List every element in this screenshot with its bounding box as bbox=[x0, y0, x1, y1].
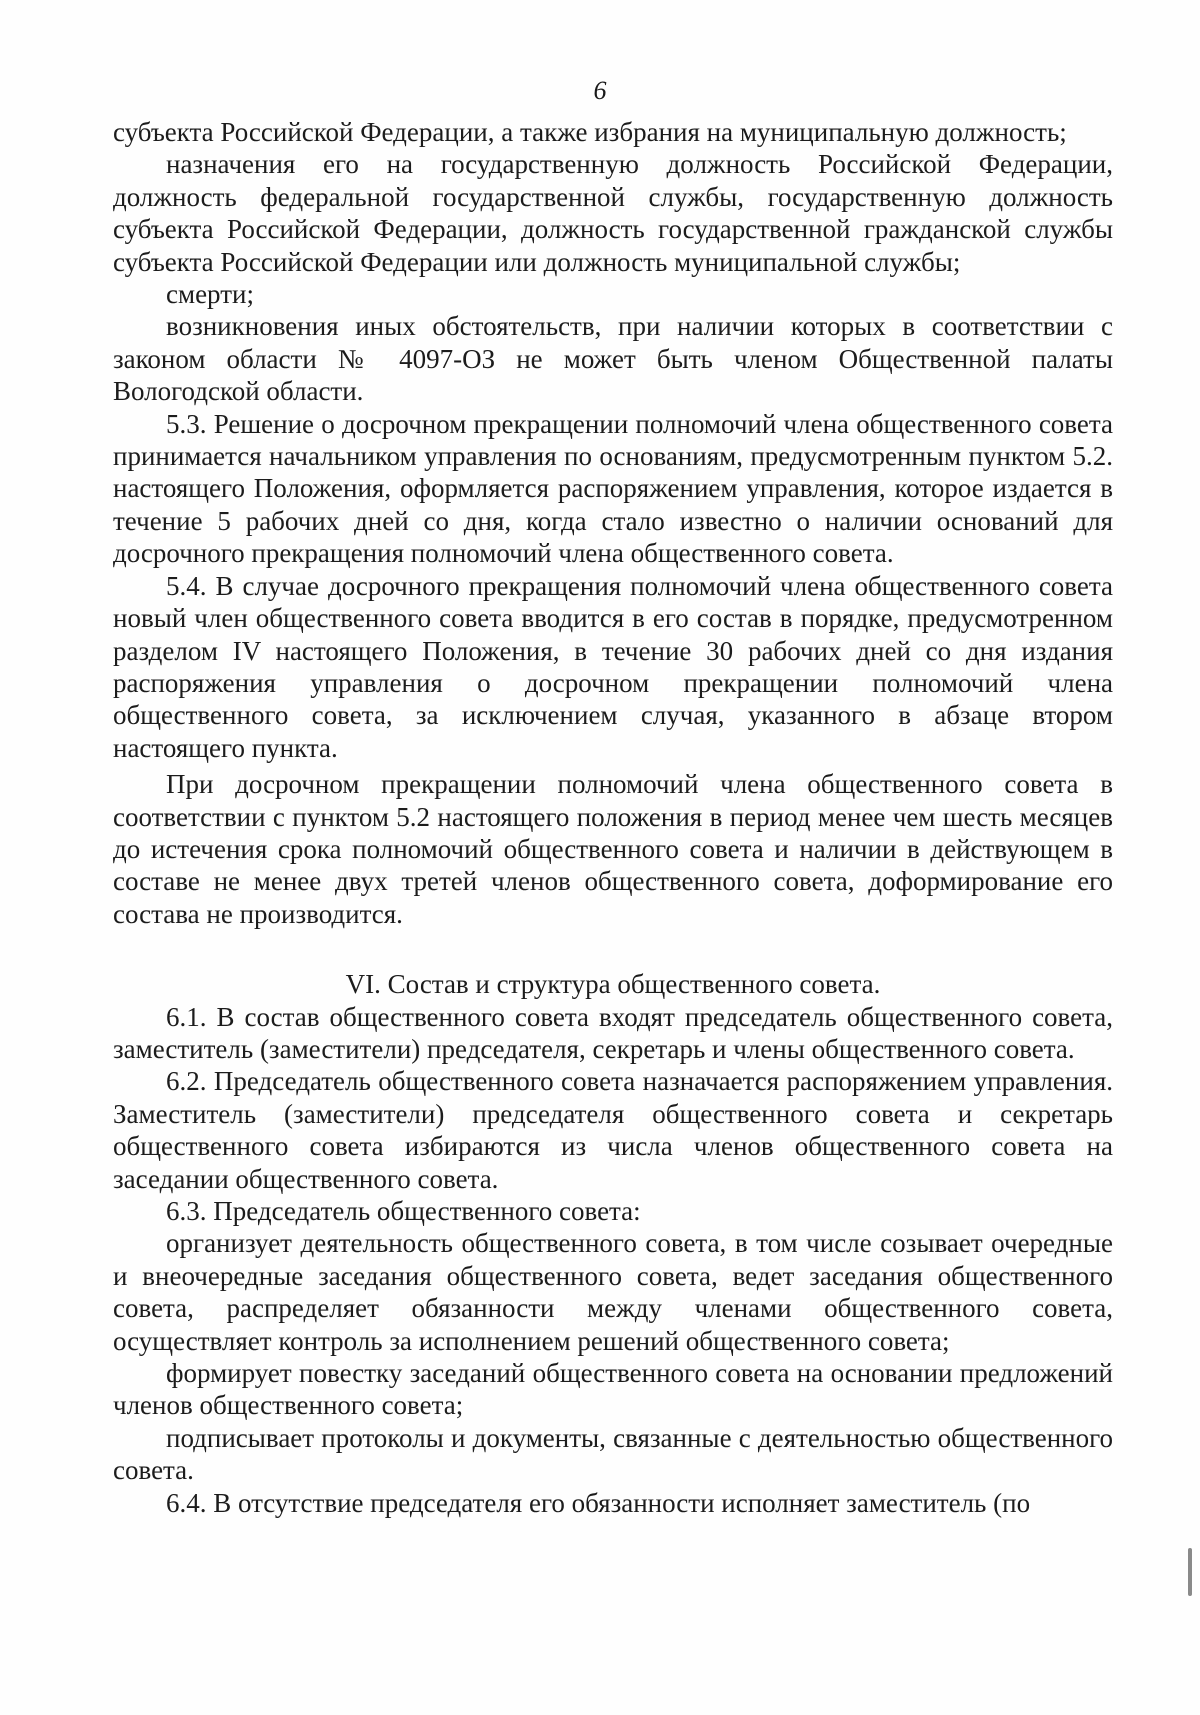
paragraph-early-termination: При досрочном прекращении полномочий члена общественного совета в соответствии с пунктом 5.2 настоящего положения в период менее чем шесть месяцев до истечения срока полномочий общественного совета и наличии в действующем в составе не менее двух третей членов общественного совета, доформирование его состава не производится. bbox=[113, 769, 1113, 929]
paragraph-6-2: 6.2. Председатель общественного совета назначается распоряжением управления. Заместитель (заместители) председателя общественного совета и секретарь общественного совета избираются из числа членов общественного совета на заседании общественного совета. bbox=[113, 1066, 1113, 1194]
paragraph-6-4: 6.4. В отсутствие председателя его обязанности исполняет заместитель (по bbox=[166, 1487, 1031, 1518]
page-number: 6 bbox=[593, 76, 607, 105]
scan-edge-mark bbox=[1188, 1548, 1192, 1596]
section-heading: VI. Состав и структура общественного совета. bbox=[345, 969, 881, 1000]
paragraph-6-3: 6.3. Председатель общественного совета: bbox=[166, 1196, 641, 1226]
paragraph-5-3: 5.3. Решение о досрочном прекращении полномочий члена общественного совета принимается начальником управления по основаниям, предусмотренным пунктом 5.2. настоящего Положения, оформляется распоряжением управления, которое издается в течение 5 рабочих дней со дня, когда стало известно о наличии оснований для досрочного прекращения полномочий члена общественного совета. bbox=[113, 408, 1113, 569]
paragraph-appointment: назначения его на государственную должность Российской Федерации, должность федеральной государственной службы, государственную должность субъекта Российской Федерации, должность государственной гражданской службы субъекта Российской Федерации или должность муниципальной службы; bbox=[113, 149, 1113, 277]
paragraph-6-1: 6.1. В состав общественного совета входят председатель общественного совета, заместитель (заместители) председателя, секретарь и члены общественного совета. bbox=[113, 1001, 1113, 1064]
paragraph-5-4: 5.4. В случае досрочного прекращения полномочий члена общественного совета новый член общественного совета вводится в его состав в порядке, предусмотренном разделом IV настоящего Положения, в течение 30 рабочих дней со дня издания распоряжения управления о досрочном прекращении полномочий члена общественного совета, за исключением случая, указанного в абзаце втором настоящего пункта. bbox=[113, 570, 1113, 763]
paragraph-chair-organizes: организует деятельность общественного совета, в том числе созывает очередные и внеочередные заседания общественного совета, ведет заседания общественного совета, распределяет обязанности между членами общественного совета, осуществляет контроль за исполнением решений общественного совета; bbox=[113, 1228, 1113, 1356]
paragraph-other-circumstances: возникновения иных обстоятельств, при наличии которых в соответствии с законом области № 4097-ОЗ не может быть членом Общественной палаты Вологодской области. bbox=[113, 311, 1113, 407]
paragraph-chair-agenda: формирует повестку заседаний общественного совета на основании предложений членов общественного совета; bbox=[113, 1358, 1113, 1421]
paragraph-chair-signs: подписывает протоколы и документы, связанные с деятельностью общественного совета. bbox=[113, 1422, 1113, 1486]
paragraph-continuation: субъекта Российской Федерации, а также избрания на муниципальную должность; bbox=[113, 117, 1067, 147]
document-body bbox=[113, 116, 1113, 1519]
paragraph-death: смерти; bbox=[166, 279, 254, 310]
